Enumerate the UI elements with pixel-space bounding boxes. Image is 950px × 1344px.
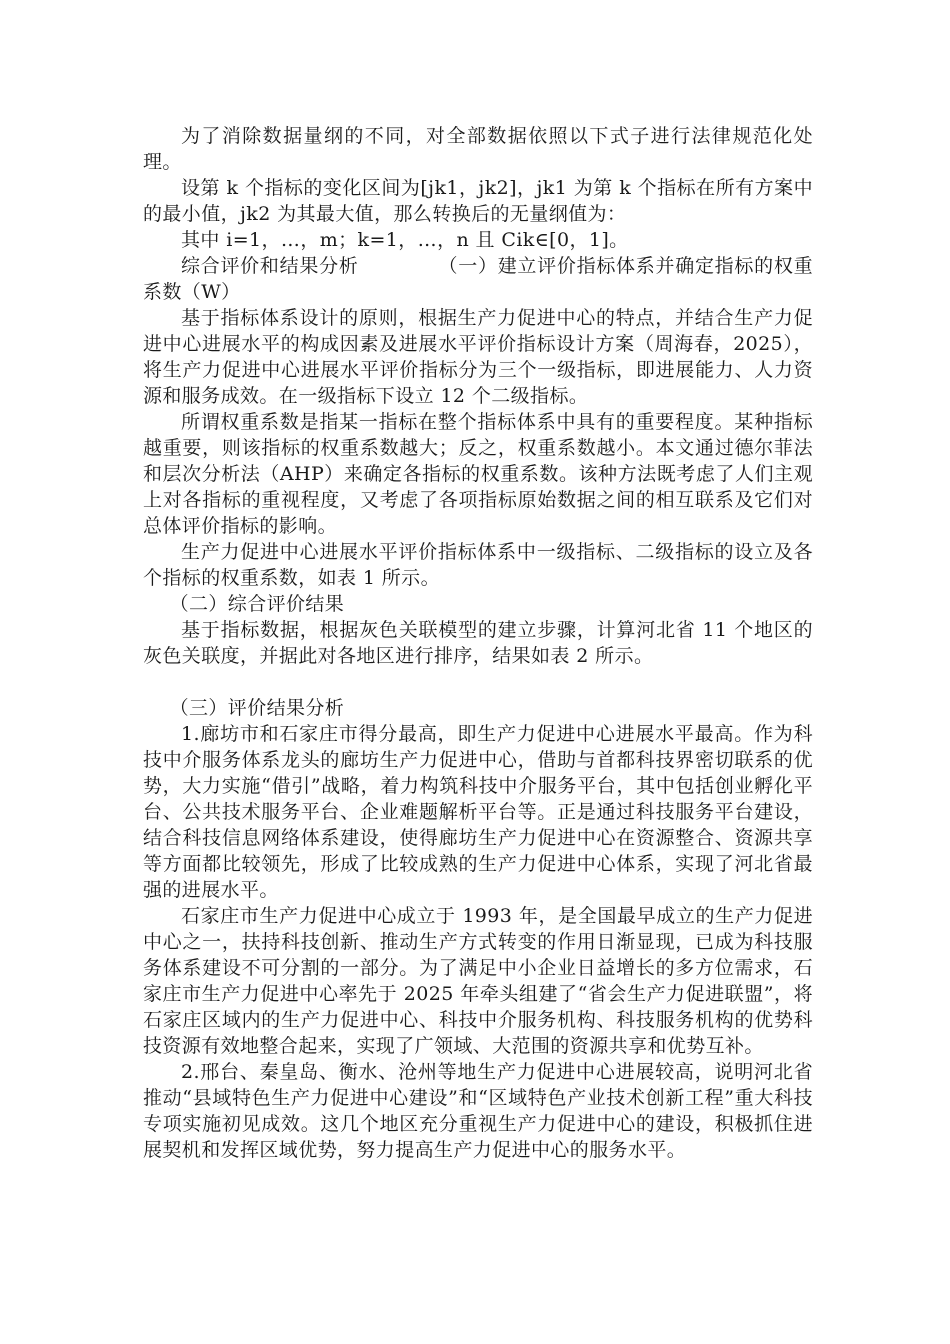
document-body <box>143 123 813 1163</box>
subsection-heading-analysis: （三）评价结果分析 <box>169 697 345 719</box>
paragraph-normalization: 为了消除数据量纲的不同，对全部数据依照以下式子进行法律规范化处理。 <box>143 125 813 173</box>
paragraph-langfang: 1.廊坊市和石家庄市得分最高，即生产力促进中心进展水平最高。作为科技中介服务体系龙头的廊坊生产力促进中心，借助与首都科技界密切联系的优势，大力实施“借引”战略，着力构筑科技中介服务平台，其中包括创业孵化平台、公共技术服务平台、企业难题解析平台等。正是通过科技服务平台建设，结合科技信息网络体系建设，使得廊坊生产力促进中心在资源整合、资源共享等方面都比较领先，形成了比较成熟的生产力促进中心体系，实现了河北省最强的进展水平。 <box>143 723 813 901</box>
paragraph-table1-reference: 生产力促进中心进展水平评价指标体系中一级指标、二级指标的设立及各个指标的权重系数，如表 1 所示。 <box>143 541 813 589</box>
subsection-heading-index-system: （一）建立评价指标体系并确定指标的权重系数（W） <box>143 255 813 303</box>
paragraph-gap <box>143 669 813 695</box>
paragraph-other-regions: 2.邢台、秦皇岛、衡水、沧州等地生产力促进中心进展较高，说明河北省推动“县域特色生产力促进中心建设”和“区域特色产业技术创新工程”重大科技专项实施初见成效。这几个地区充分重视生产力促进中心的建设，积极抓住进展契机和发挥区域优势，努力提高生产力促进中心的服务水平。 <box>143 1061 813 1161</box>
paragraph-weight-coefficient: 所谓权重系数是指某一指标在整个指标体系中具有的重要程度。某种指标越重要，则该指标的权重系数越大；反之，权重系数越小。本文通过德尔菲法和层次分析法（AHP）来确定各指标的权重系数。该种方法既考虑了人们主观上对各指标的重视程度，又考虑了各项指标原始数据之间的相互联系及它们对总体评价指标的影响。 <box>143 411 813 537</box>
paragraph-shijiazhuang: 石家庄市生产力促进中心成立于 1993 年，是全国最早成立的生产力促进中心之一，扶持科技创新、推动生产方式转变的作用日渐显现，已成为科技服务体系建设不可分割的一部分。为了满足中小企业日益增长的多方位需求，石家庄市生产力促进中心率先于 2025 年牵头组建了“省会生产力促进联盟”，将石家庄区域内的生产力促进中心、科技中介服务机构、科技服务机构的优势科技资源有效地整合起来，实现了广领域、大范围的资源共享和优势互补。 <box>143 905 813 1057</box>
paragraph-interval: 设第 k 个指标的变化区间为[jk1，jk2]，jk1 为第 k 个指标在所有方案中的最小值，jk2 为其最大值，那么转换后的无量纲值为： <box>143 177 813 225</box>
paragraph-grey-relational: 基于指标数据，根据灰色关联模型的建立步骤，计算河北省 11 个地区的灰色关联度，并据此对各地区进行排序，结果如表 2 所示。 <box>143 619 813 667</box>
section-heading-row <box>143 253 813 305</box>
subsection-heading-results: （二）综合评价结果 <box>169 593 345 615</box>
paragraph-index-design: 基于指标体系设计的原则，根据生产力促进中心的特点，并结合生产力促进中心进展水平的构成因素及进展水平评价指标设计方案（周海春，2025），将生产力促进中心进展水平评价指标分为三个一级指标，即进展能力、人力资源和服务成效。在一级指标下设立 12 个二级指标。 <box>143 307 813 407</box>
paragraph-range: 其中 i=1，…，m；k=1，…，n 且 Cik∈[0，1]。 <box>181 229 629 251</box>
section-heading-evaluation: 综合评价和结果分析 <box>181 255 359 277</box>
